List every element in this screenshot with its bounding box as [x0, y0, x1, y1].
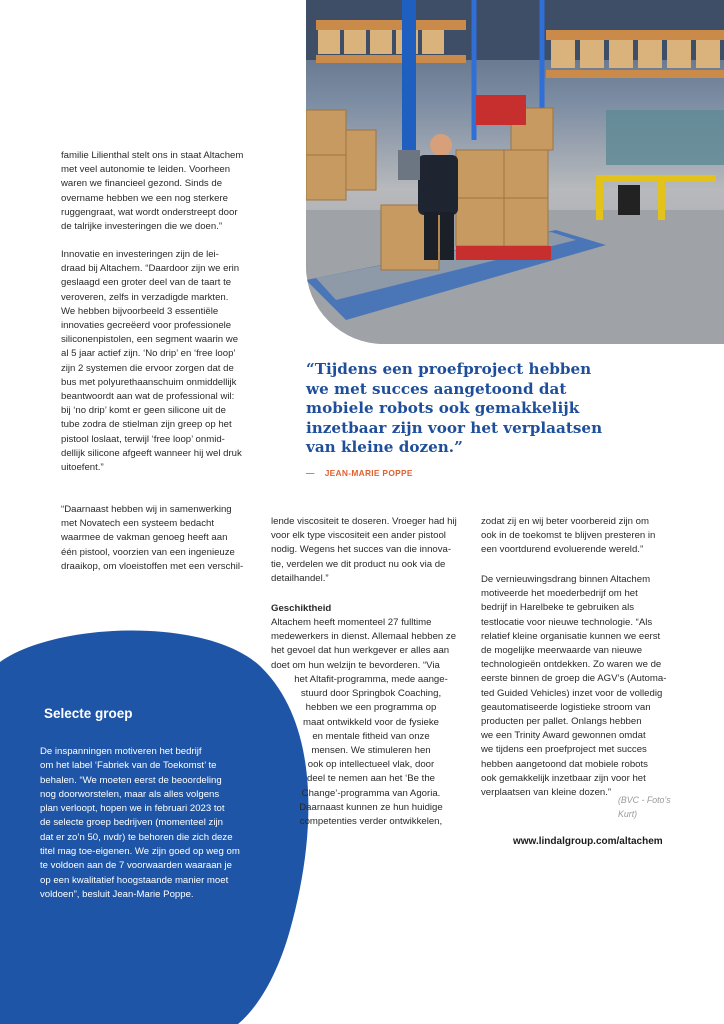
website-link[interactable]: www.lindalgroup.com/altachem	[513, 836, 663, 847]
column2-paragraph-1: lende viscositeit te doseren. Vroeger had hij voor elk type viscositeit een ander pistool nodig. Wegens het succes van die innova- tie, verdelen we dit product nu ook via de detailhandel.”	[271, 516, 457, 584]
column1-paragraph-3: “Daarnaast hebben wij in samenwerking met Novatech een systeem bedacht waarmee de vakman genoeg heeft aan één pistool, voorzien van een ingenieuze draaikop, om vloeistoffen met een verschil-	[61, 504, 244, 572]
quote-author: JEAN-MARIE POPPE	[324, 468, 413, 478]
column2-paragraph-2-wrap: het Altafit-programma, mede aange- stuurd door Springbok Coaching, hebben we een programma op maat ontwikkeld voor de fysieke en mentale fitheid van onze mensen. We stimuleren hen ook op intellectueel vlak, door deel te nemen aan het ‘Be the Change’-programma van Agoria. Daarnaast kunnen ze hun huidige competenties verder ontwikkelen,	[294, 674, 448, 828]
quote-attribution	[306, 468, 413, 478]
column2-paragraph-2: Altachem heeft momenteel 27 fulltime medewerkers in dienst. Allemaal hebben ze het gevoel dat hun werkgever er alles aan doet om hun welzijn te bevorderen. “Via	[271, 617, 457, 671]
column1-paragraph-2: Innovatie en investeringen zijn de lei- draad bij Altachem. “Daardoor zijn we erin geslaagd een groter deel van de taart te veroveren, zelfs in verzadigde markten. We hebben bijvoorbeeld 3 essentiële innovaties gecreëerd voor professionele siliconenpistolen, een segment waarin we al 5 jaar actief zijn. ‘No drip’ en ‘free loop’ zijn 2 systemen die ervoor zorgen dat de bus met polyurethaanschuim onmiddellijk beantwoordt aan wat de professional wil: bij ‘no drip’ komt er geen silicone uit de tube zodra de stielman zijn greep op het pistool loslaat, terwijl ‘free loop’ onmid- dellijk silicone afgeeft wanneer hij wel druk uitoefent.”	[61, 249, 242, 474]
column1-paragraph-1: familie Lilienthal stelt ons in staat Altachem met veel autonomie te leiden. Voorheen waren we financieel gezond. Sinds de overname hebben we een nog sterkere ruggengraat, wat wordt onderstreept door de talrijke investeringen die we doen.”	[61, 150, 244, 233]
sidebar-title: Selecte groep	[44, 706, 133, 721]
section-heading: Geschiktheid	[271, 603, 332, 614]
pull-quote: “Tijdens een proefproject hebben we met succes aangetoond dat mobiele robots ook gemakkelijk inzetbaar zijn voor het verplaatsen van kleine dozen.”	[306, 360, 603, 457]
column3-paragraph-1: zodat zij en wij beter voorbereid zijn om ook in de toekomst te blijven presteren in een voortdurend evoluerende wereld.”	[481, 516, 656, 556]
column3-paragraph-2: De vernieuwingsdrang binnen Altachem motiveerde het moederbedrijf om het bedrijf in Harelbeke te gebruiken als testlocatie voor nieuwe technologie. “Als relatief kleine organisatie kunnen we eerst de mogelijke meerwaarde van nieuwe technologieën ontdekken. Zo waren we de eerste binnen de groep die AGV’s (Automa- ted Guided Vehicles) inzet voor de volledig geautomatiseerde logistieke stroom van producten per pallet. Onlangs hebben we een Trinity Award gewonnen omdat we tijdens een proefproject met succes hebben aangetoond dat mobiele robots ook gemakkelijk inzetbaar zijn voor het verplaatsen van kleine dozen.”	[481, 574, 667, 799]
quote-dash: —	[306, 468, 315, 478]
warehouse-photo	[306, 0, 724, 344]
photo-credit: (BVC - Foto’s Kurt)	[618, 795, 671, 820]
sidebar-body: De inspanningen motiveren het bedrijf om het label ‘Fabriek van de Toekomst’ te behalen. “We moeten eerst de beoordeling nog doorworstelen, maar als alles volgens plan verloopt, hopen we in februari 2023 tot de selecte groep bedrijven (momenteel zijn dat er zo’n 50, nvdr) te behoren die zich deze titel mag toe-eigenen. We zijn goed op weg om te voldoen aan de 7 voorwaarden waaraan je op een kwalitatief hoogstaande manier moet voldoen”, besluit Jean-Marie Poppe.	[40, 746, 240, 900]
